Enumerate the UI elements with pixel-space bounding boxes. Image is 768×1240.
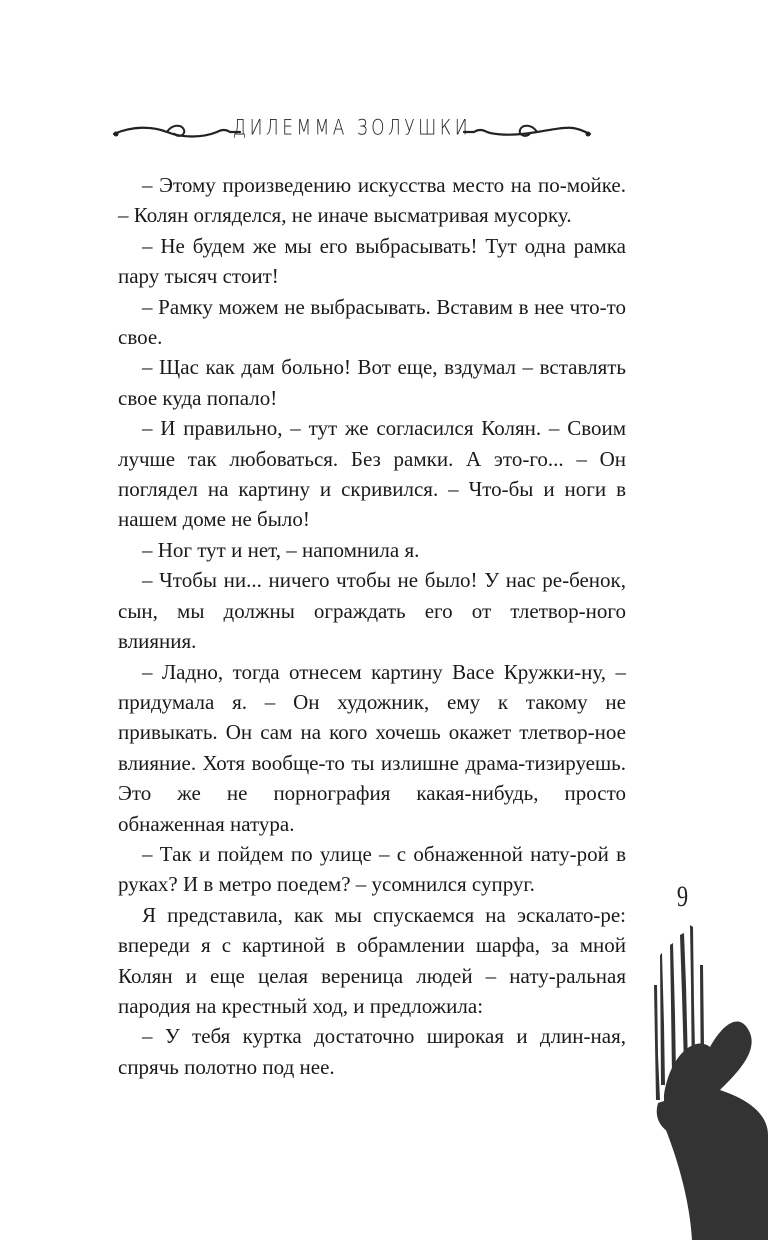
paragraph: – Рамку можем не выбрасывать. Вставим в нее что-то свое. bbox=[118, 294, 626, 350]
paragraph: – Так и пойдем по улице – с обнаженной нату-рой в руках? И в метро поедем? – усомнился супруг. bbox=[118, 841, 626, 897]
paragraph: – Ног тут и нет, – напомнила я. bbox=[142, 537, 420, 562]
running-title: ДИЛЕММА ЗОЛУШКИ bbox=[232, 115, 472, 141]
paragraph: – У тебя куртка достаточно широкая и длин-ная, спрячь полотно под нее. bbox=[118, 1024, 626, 1079]
paragraph: – И правильно, – тут же согласился Колян. – Своим лучше так любоваться. Без рамки. А это-го... – Он поглядел на картину и скривился. – Что-бы и ноги в нашем доме не было! bbox=[118, 416, 626, 532]
body-text bbox=[118, 170, 626, 1082]
silhouette-decoration bbox=[640, 925, 768, 1240]
right-flourish-ornament bbox=[462, 122, 592, 144]
paragraph: – Чтобы ни... ничего чтобы не было! У нас ре-бенок, сын, мы должны ограждать его от тлетвор-ного влияния. bbox=[118, 568, 626, 654]
paragraph: Я представила, как мы спускаемся на эскалато-ре: впереди я с картиной в обрамлении шарфа, за мной Колян и еще целая вереница людей – нату-ральная пародия на крестный ход, и предложила: bbox=[118, 902, 626, 1018]
paragraph: – Не будем же мы его выбрасывать! Тут одна рамка пару тысяч стоит! bbox=[118, 233, 626, 289]
paragraph: – Этому произведению искусства место на по-мойке. – Колян огляделся, не иначе высматривая мусорку. bbox=[118, 173, 626, 228]
paragraph: – Щас как дам больно! Вот еще, вздумал – вставлять свое куда попало! bbox=[118, 355, 626, 410]
paragraph: – Ладно, тогда отнесем картину Васе Кружки-ну, – придумала я. – Он художник, ему к такому не привыкать. Он сам на кого хочешь окажет тлетвор-ное влияние. Хотя вообще-то ты излишне драма-тизируешь. Это же не порнография какая-нибудь, просто обнаженная натура. bbox=[118, 659, 626, 836]
page-number: 9 bbox=[676, 880, 689, 913]
running-header bbox=[112, 116, 592, 148]
